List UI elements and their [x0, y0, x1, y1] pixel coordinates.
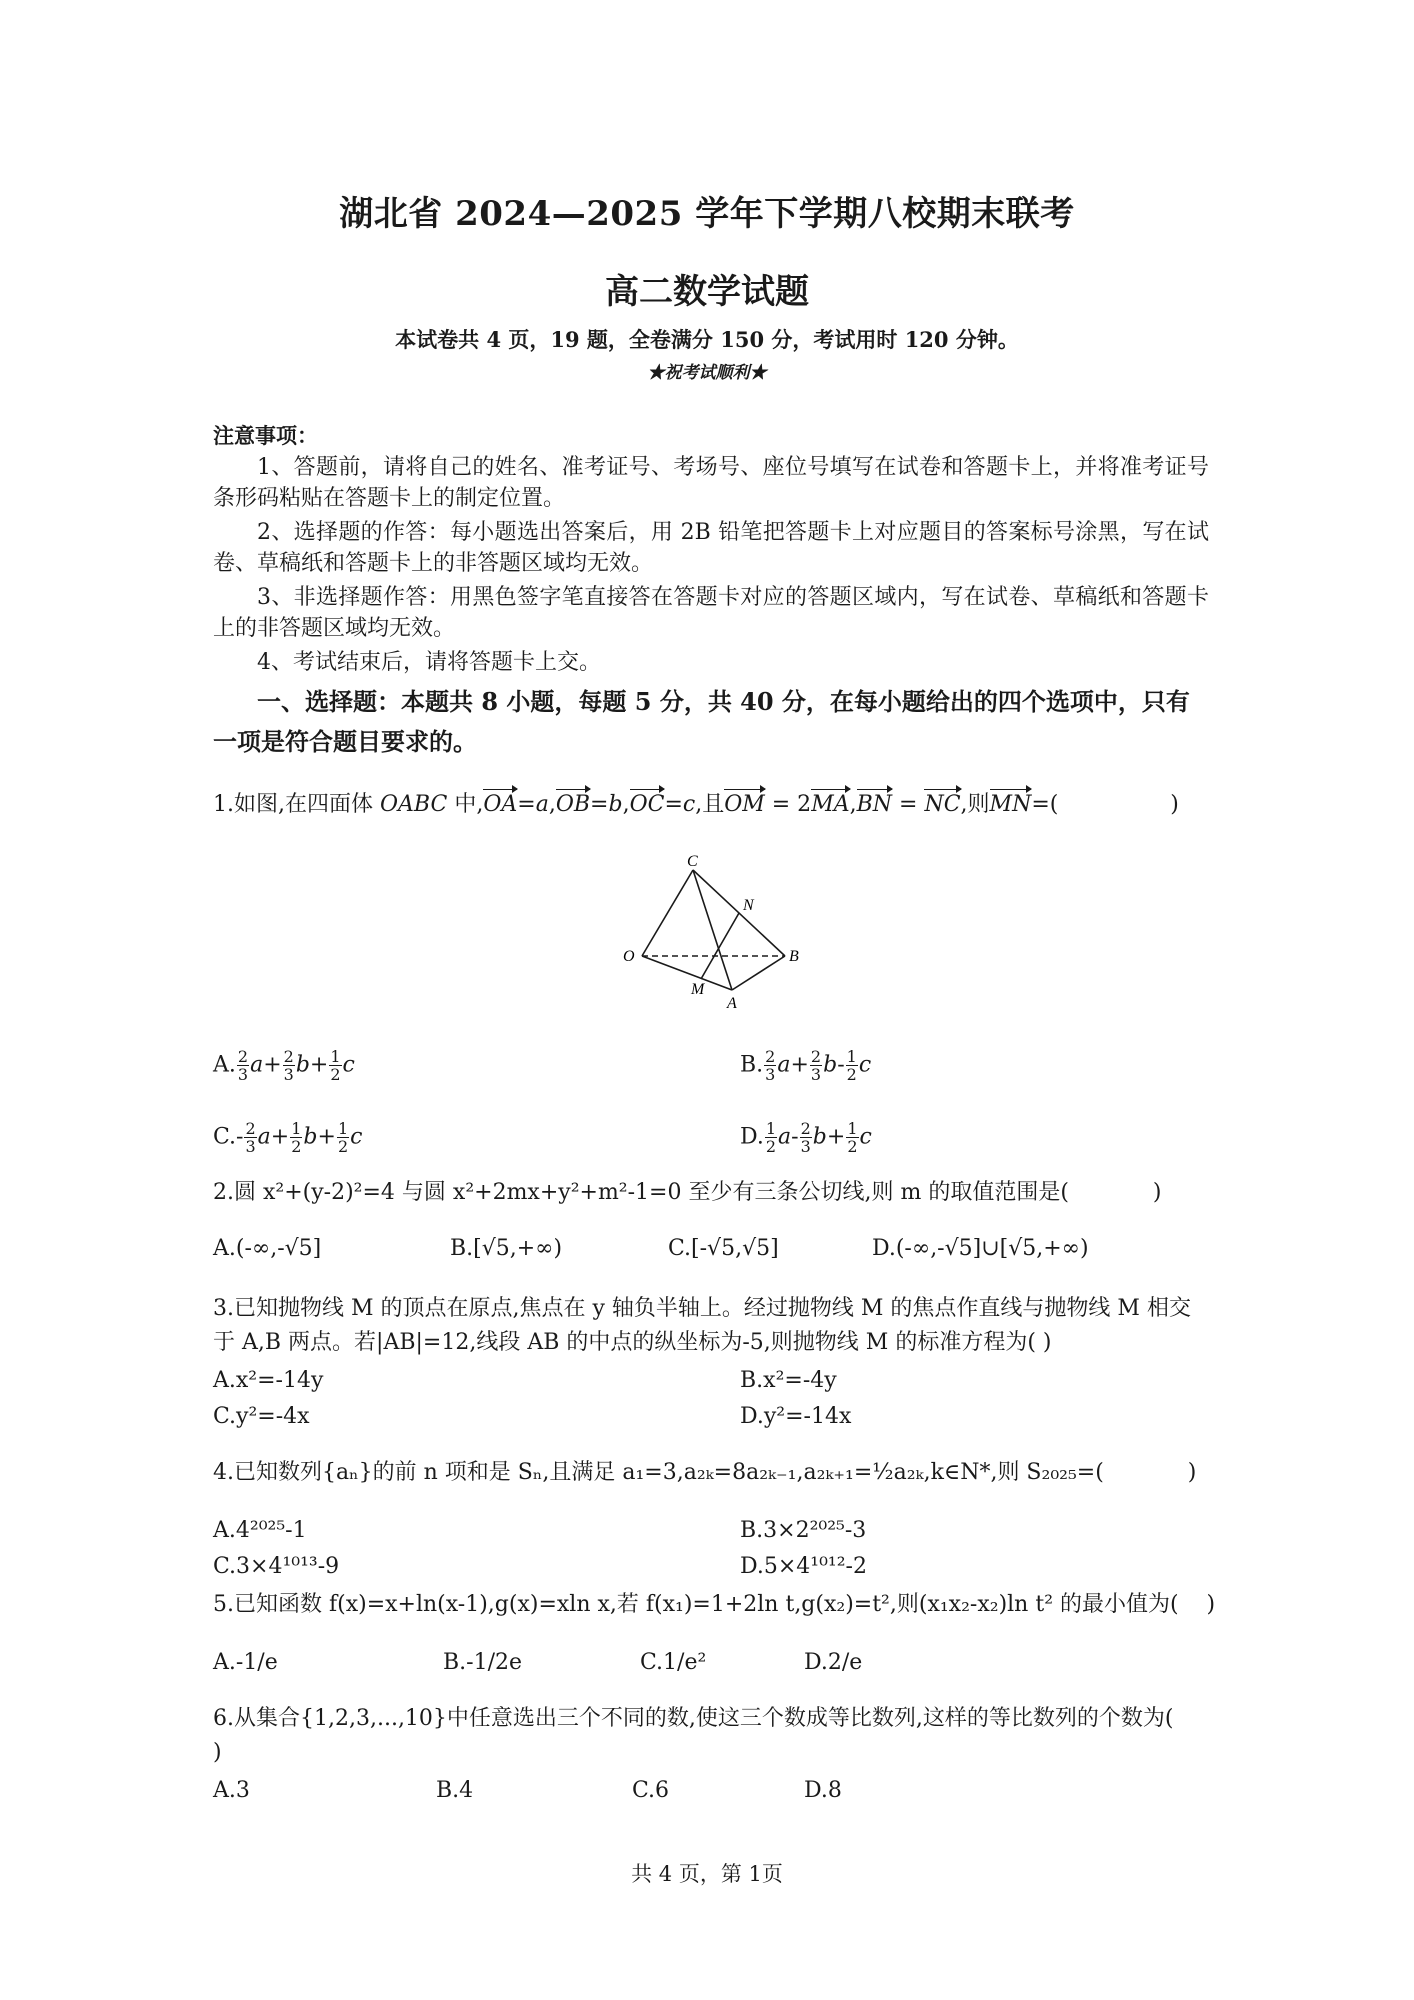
q5-option-d[interactable]: D.2/e — [804, 1650, 863, 1675]
q3-option-c[interactable]: C.y²=-4x — [213, 1404, 310, 1429]
section-choice-heading: 一、选择题：本题共 8 小题，每题 5 分，共 40 分，在每小题给出的四个选项中，只有一项是符合题目要求的。 — [213, 687, 1190, 756]
q2-option-d[interactable]: D.(-∞,-√5]∪[√5,+∞) — [872, 1236, 1089, 1261]
exam-title: 湖北省 2024—2025 学年下学期八校期末联考 — [339, 194, 1075, 234]
q1-solid: OABC — [379, 792, 448, 817]
q1-mid: 中, — [447, 792, 484, 817]
exam-subtitle: 高二数学试题 — [605, 272, 809, 312]
label-a: A — [727, 995, 737, 1010]
q6-option-c[interactable]: C.6 — [632, 1778, 670, 1803]
question-6: 6.从集合{1,2,3,...,10}中任意选出三个不同的数,使这三个数成等比数列,这样的等比数列的个数为( ) — [213, 1706, 1258, 1765]
q6-option-a[interactable]: A.3 — [213, 1778, 250, 1803]
q1-option-a[interactable]: A. $\frac{2}{3}$ a+ $\frac{2}{3}$ b+ $\frac{1}{2}$ c — [213, 1047, 355, 1084]
tetrahedron-figure — [615, 850, 815, 1010]
page-footer: 共 4 页，第 1页 — [631, 1862, 783, 1886]
q2-option-a[interactable]: A.(-∞,-√5] — [213, 1236, 322, 1261]
q1-option-c[interactable]: C.- $\frac{2}{3}$ a+ $\frac{1}{2}$ b+ $\frac{1}{2}$ c — [213, 1119, 363, 1156]
q4-option-b[interactable]: B.3×2²⁰²⁵-3 — [740, 1518, 867, 1543]
q1-pre: 1.如图,在四面体 — [213, 792, 380, 817]
q3-option-a[interactable]: A.x²=-14y — [213, 1368, 324, 1393]
q3-option-d[interactable]: D.y²=-14x — [740, 1404, 852, 1429]
question-2: 2.圆 x²+(y-2)²=4 与圆 x²+2mx+y²+m²-1=0 至少有三条公切线,则 m 的取值范围是( ) — [213, 1180, 1162, 1205]
exam-info: 本试卷共 4 页，19 题，全卷满分 150 分，考试用时 120 分钟。 — [395, 327, 1019, 352]
note-item-4: 4、考试结束后，请将答题卡上交。 — [257, 650, 601, 675]
question-1: 1.如图,在四面体 OABC 中,OA=a,OB=b,OC=c,且OM = 2MA,BN = NC,则MN=( ) — [213, 788, 1209, 822]
q1-paren: =( ) — [1031, 792, 1179, 817]
question-5: 5.已知函数 f(x)=x+ln(x-1),g(x)=xln x,若 f(x₁)=1+2ln t,g(x₂)=t²,则(x₁x₂-x₂)ln t² 的最小值为( ) — [213, 1592, 1216, 1617]
question-4: 4.已知数列{aₙ}的前 n 项和是 Sₙ,且满足 a₁=3,a₂ₖ=8a₂ₖ₋₁,a₂ₖ₊₁=½a₂ₖ,k∈N*,则 S₂₀₂₅=( ) — [213, 1460, 1197, 1485]
exam-wish: ★祝考试顺利★ — [647, 363, 767, 383]
q1-option-d[interactable]: D. $\frac{1}{2}$ a- $\frac{2}{3}$ b+ $\frac{1}{2}$ c — [740, 1119, 872, 1156]
q6-option-d[interactable]: D.8 — [804, 1778, 842, 1803]
q1-tail: ,则 — [960, 792, 990, 817]
label-o: O — [623, 948, 635, 965]
q5-option-a[interactable]: A.-1/e — [213, 1650, 278, 1675]
q4-option-a[interactable]: A.4²⁰²⁵-1 — [213, 1518, 307, 1543]
label-b: B — [789, 948, 799, 965]
q4-option-c[interactable]: C.3×4¹⁰¹³-9 — [213, 1554, 340, 1579]
q4-option-d[interactable]: D.5×4¹⁰¹²-2 — [740, 1554, 867, 1579]
q1-option-b[interactable]: B. $\frac{2}{3}$ a+ $\frac{2}{3}$ b- $\frac{1}{2}$ c — [740, 1047, 872, 1084]
q2-option-b[interactable]: B.[√5,+∞) — [450, 1236, 563, 1261]
note-item-1: 1、答题前，请将自己的姓名、准考证号、考场号、座位号填写在试卷和答题卡上，并将准考证号条形码粘贴在答题卡上的制定位置。 — [213, 455, 1209, 511]
question-3: 3.已知抛物线 M 的顶点在原点,焦点在 y 轴负半轴上。经过抛物线 M 的焦点作直线与抛物线 M 相交于 A,B 两点。若|AB|=12,线段 AB 的中点的纵坐标为-5,则抛物线 M 的标准方程为( ) — [213, 1296, 1191, 1355]
q5-option-b[interactable]: B.-1/2e — [443, 1650, 523, 1675]
label-n: N — [743, 897, 754, 914]
q5-option-c[interactable]: C.1/e² — [640, 1650, 707, 1675]
q3-option-b[interactable]: B.x²=-4y — [740, 1368, 837, 1393]
notes-heading: 注意事项： — [213, 423, 318, 448]
label-c: C — [687, 853, 698, 870]
q6-option-b[interactable]: B.4 — [436, 1778, 474, 1803]
note-item-3: 3、非选择题作答：用黑色签字笔直接答在答题卡对应的答题区域内，写在试卷、草稿纸和答题卡上的非答题区域均无效。 — [213, 585, 1209, 641]
label-m: M — [691, 981, 705, 998]
q2-option-c[interactable]: C.[-√5,√5] — [668, 1236, 779, 1261]
note-item-2: 2、选择题的作答：每小题选出答案后，用 2B 铅笔把答题卡上对应题目的答案标号涂黑，写在试卷、草稿纸和答题卡上的非答题区域均无效。 — [213, 520, 1209, 576]
